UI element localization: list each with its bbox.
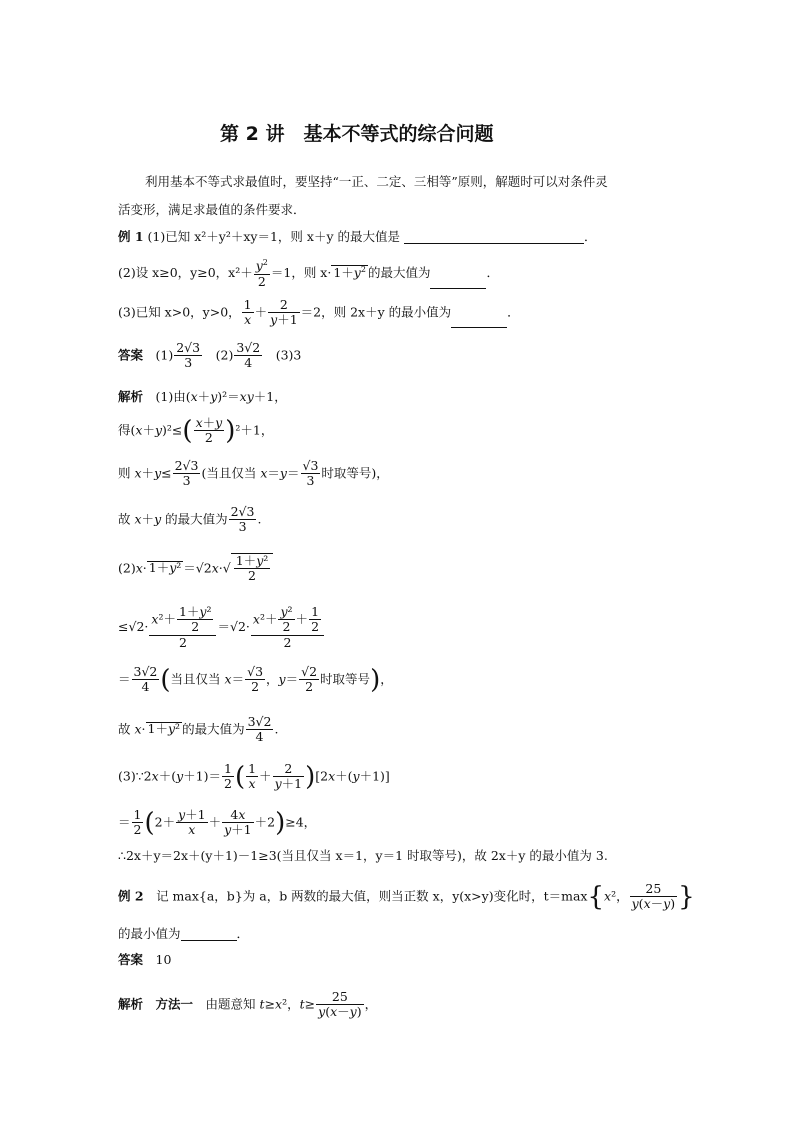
fraction: $\frac{1}{2}$ xyxy=(133,807,142,838)
answer-blank[interactable] xyxy=(181,940,237,941)
example1-label: 例 1 xyxy=(118,229,144,244)
fraction: $\frac{2√3}{3}$ xyxy=(176,340,201,371)
example2-q: 例 2 记 max{a，b}为 a，b 两数的最大值，则当正数 x，y(x>y)变化时，t＝max{x²， $\frac{25}{y(x-y)}$ } xyxy=(118,881,695,912)
example2-label: 例 2 xyxy=(118,888,144,904)
fraction: $\frac{√3}{2}$ xyxy=(247,664,264,695)
analysis-11: ∴2x＋y＝2x＋(y＋1)－1≥3(当且仅当 x＝1，y＝1 时取等号)，故 2x＋y 的最小值为 3. xyxy=(118,848,608,863)
q3-part-b: ＝2，则 2x＋y 的最小值为 xyxy=(300,304,452,320)
answer-label: 答案 xyxy=(118,952,144,967)
answer-label: 答案 xyxy=(118,347,144,363)
example1-q1: 例 1 (1)已知 x²＋y²＋xy＝1，则 x＋y 的最大值是 ． xyxy=(118,229,597,244)
fraction: $\frac{\text{1＋y²}}{2}$ xyxy=(235,553,269,584)
analysis-4: 故 x＋y 的最大值为 $\frac{2√3}{3}$ . xyxy=(118,504,262,535)
q2-part-a: (2)设 x≥0，y≥0，x²＋ xyxy=(118,264,253,280)
sqrt-expr: 1＋y² xyxy=(148,560,182,576)
analysis-label: 解析 xyxy=(118,996,144,1012)
fraction: x²＋ $\frac{\text{y²}}{2}$ ＋ $\frac{1}{2}$ 2 xyxy=(251,605,324,650)
example1-q1-text: (1)已知 x²＋y²＋xy＝1，则 x＋y 的最大值是 xyxy=(147,229,400,244)
analysis-9: (3)∵2x＋(y＋1)＝ $\frac{1}{2}$ ( $\frac{1}{x}$ ＋ $\frac{2}{y+1}$ )[2x＋(y＋1)] xyxy=(118,761,390,792)
sqrt-expr: 1＋y² xyxy=(147,721,181,737)
intro-line-2: 活变形，满足求最值的条件要求． xyxy=(118,202,306,217)
fraction: $\frac{√2}{2}$ xyxy=(301,664,318,695)
method-label: 方法一 xyxy=(155,996,194,1012)
analysis-5: (2)x· 1＋y² ＝√2x·√ $\frac{\text{1＋y²}}{2}$ xyxy=(118,553,273,584)
fraction: $\frac{2√3}{3}$ xyxy=(230,504,255,535)
analysis-label: 解析 xyxy=(118,389,144,404)
example2-analysis: 解析 方法一 由题意知 t≥x²，t≥ $\frac{25}{y(x-y)}$ ， xyxy=(118,989,378,1020)
analysis-2: 得(x＋y)²≤( $\frac{x+y}{2}$ )²＋1， xyxy=(118,415,274,446)
fraction: $\frac{2}{y+1}$ xyxy=(270,297,298,328)
example1-answer: 答案 (1) $\frac{2√3}{3}$ (2) $\frac{3√2}{4}$ (3)3 xyxy=(118,340,302,371)
fraction: $\frac{2√3}{3}$ xyxy=(174,458,199,489)
answer-value: 10 xyxy=(155,952,172,967)
sqrt-expr: $1+y^2$ xyxy=(333,264,366,280)
intro-line-1: 利用基本不等式求最值时，要坚持“一正、二定、三相等”原则，解题时可以对条件灵 xyxy=(145,174,608,189)
answer-blank[interactable] xyxy=(404,243,584,244)
fraction: $\frac{1}{2}$ xyxy=(223,761,232,792)
q2-part-c: 的最大值为 xyxy=(367,264,431,280)
analysis-7: ＝ $\frac{3√2}{4}$ (当且仅当 x＝ $\frac{√3}{2}$ ，y＝ $\frac{√2}{2}$ 时取等号)， xyxy=(118,664,393,695)
answer-blank[interactable] xyxy=(430,288,486,289)
analysis-10: ＝ $\frac{1}{2}$ (2＋ $\frac{y+1}{x}$ ＋ $\frac{4x}{y+1}$ ＋2)≥4， xyxy=(118,807,317,838)
analysis-3: 则 x＋y≤ $\frac{2√3}{3}$ (当且仅当 x＝y＝ $\frac{√3}{3}$ 时取等号)， xyxy=(118,458,389,489)
fraction: $\frac{x+y}{2}$ xyxy=(195,415,223,446)
analysis-8: 故 x· 1＋y² 的最大值为 $\frac{3√2}{4}$ . xyxy=(118,714,279,745)
fraction: $\frac{3√2}{4}$ xyxy=(133,664,158,695)
fraction: $\frac{3√2}{4}$ xyxy=(247,714,272,745)
fraction: $\frac{25}{y(x-y)}$ xyxy=(318,989,362,1020)
example1-q3: (3)已知 x>0，y>0， $\frac{1}{x}$ ＋ $\frac{2}{y+1}$ ＝2，则 2x＋y 的最小值为 ． xyxy=(118,297,520,328)
fraction: $\frac{√3}{3}$ xyxy=(302,458,319,489)
q3-part-a: (3)已知 x>0，y>0， xyxy=(118,304,241,320)
answer-blank[interactable] xyxy=(451,327,507,328)
example1-q2: (2)设 x≥0，y≥0，x²＋ $\frac{y^2}{2}$ ＝1，则 $x\cdot 1+y^2$ 的最大值为 ． xyxy=(118,258,499,289)
fraction: $\frac{1}{x}$ xyxy=(243,297,252,328)
q2-part-b: ＝1，则 x· xyxy=(270,264,332,280)
analysis-1: 解析 (1)由(x＋y)²＝xy＋1， xyxy=(118,389,287,404)
fraction: $\frac{25}{y(x-y)}$ xyxy=(631,881,676,912)
example2-answer xyxy=(118,954,171,967)
example2-q-text: 记 max{a，b}为 a，b 两数的最大值，则当正数 x，y(x>y)变化时，t＝max xyxy=(156,888,588,904)
example2-q-end-text: 的最小值为 xyxy=(118,926,181,941)
fraction: $\frac{3√2}{4}$ xyxy=(236,340,261,371)
fraction: x²＋ $\frac{\text{1＋y²}}{2}$ 2 xyxy=(149,605,216,650)
page-title: 第 2 讲 基本不等式的综合问题 xyxy=(220,123,494,145)
sqrt-expr xyxy=(231,553,274,584)
fraction: $\frac{y^2}{2}$ xyxy=(255,258,268,289)
analysis-6: ≤√2· x²＋ $\frac{\text{1＋y²}}{2}$ 2 ＝√2· x²＋ $\frac{\text{y²}}{2}$ ＋ $\frac{1}{2}$ 2 xyxy=(118,605,325,650)
example2-q-end: 的最小值为 ． xyxy=(118,926,250,941)
